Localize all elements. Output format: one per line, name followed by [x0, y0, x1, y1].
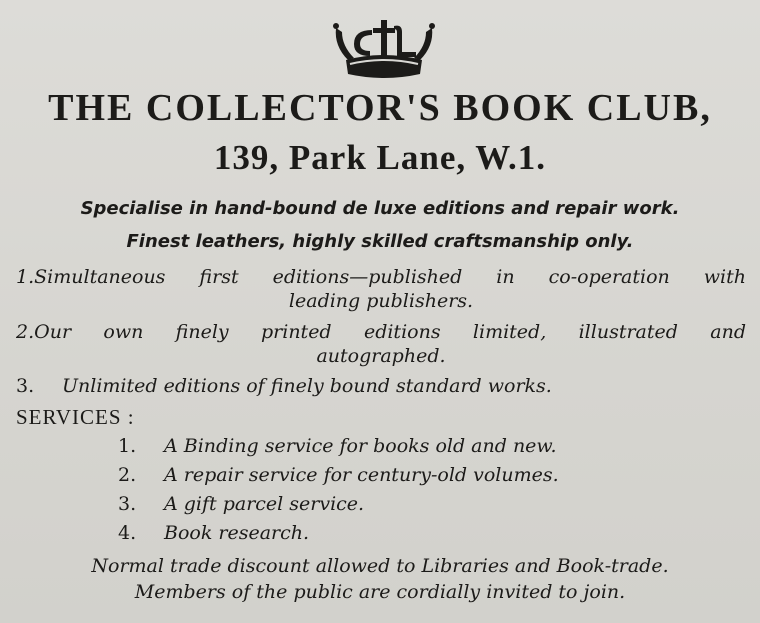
- list-item: [16, 320, 746, 368]
- services-heading: SERVICES :: [16, 405, 135, 429]
- service-text: A Binding service for books old and new.: [164, 435, 557, 457]
- list-item-line: [16, 374, 746, 398]
- service-number: 3.: [118, 493, 137, 515]
- list-item-text: Unlimited editions of finely bound standard works.: [62, 375, 552, 397]
- list-item-number: 3.: [16, 375, 35, 397]
- service-item: [118, 492, 678, 516]
- list-item-continuation: autographed.: [316, 345, 446, 367]
- service-number: 4.: [118, 522, 137, 544]
- service-item: [118, 463, 678, 487]
- club-address: 139, Park Lane, W.1.: [213, 138, 547, 177]
- trade-discount-note: Normal trade discount allowed to Libraries and Book-trade.: [91, 555, 669, 577]
- service-number: 2.: [118, 464, 137, 486]
- service-text: A gift parcel service.: [164, 493, 365, 515]
- list-item-number: 1.: [16, 266, 35, 288]
- service-text: A repair service for century-old volumes.: [164, 464, 559, 486]
- speciality-line: Specialise in hand-bound de luxe editions and repair work.: [80, 198, 680, 219]
- list-item-number: 2.: [16, 321, 35, 343]
- list-item-text: Simultaneous first editions—published in co-operation with: [34, 266, 746, 288]
- crown-monogram-icon: [328, 16, 440, 80]
- crown-svg: [328, 16, 440, 80]
- list-item-line: [16, 320, 746, 344]
- list-item-continuation: leading publishers.: [288, 290, 474, 312]
- service-item: [118, 434, 678, 458]
- club-title: THE COLLECTOR'S BOOK CLUB,: [48, 87, 712, 129]
- service-number: 1.: [118, 435, 137, 457]
- service-text: Book research.: [164, 522, 310, 544]
- service-item: [118, 521, 678, 545]
- list-item-line: [16, 265, 746, 289]
- craftsmanship-line: Finest leathers, highly skilled craftsmanship only.: [126, 231, 634, 252]
- public-invitation-note: Members of the public are cordially invited to join.: [134, 581, 626, 603]
- list-item: [16, 374, 746, 398]
- list-item: [16, 265, 746, 313]
- list-item-text: Our own finely printed editions limited, illustrated and: [34, 321, 746, 343]
